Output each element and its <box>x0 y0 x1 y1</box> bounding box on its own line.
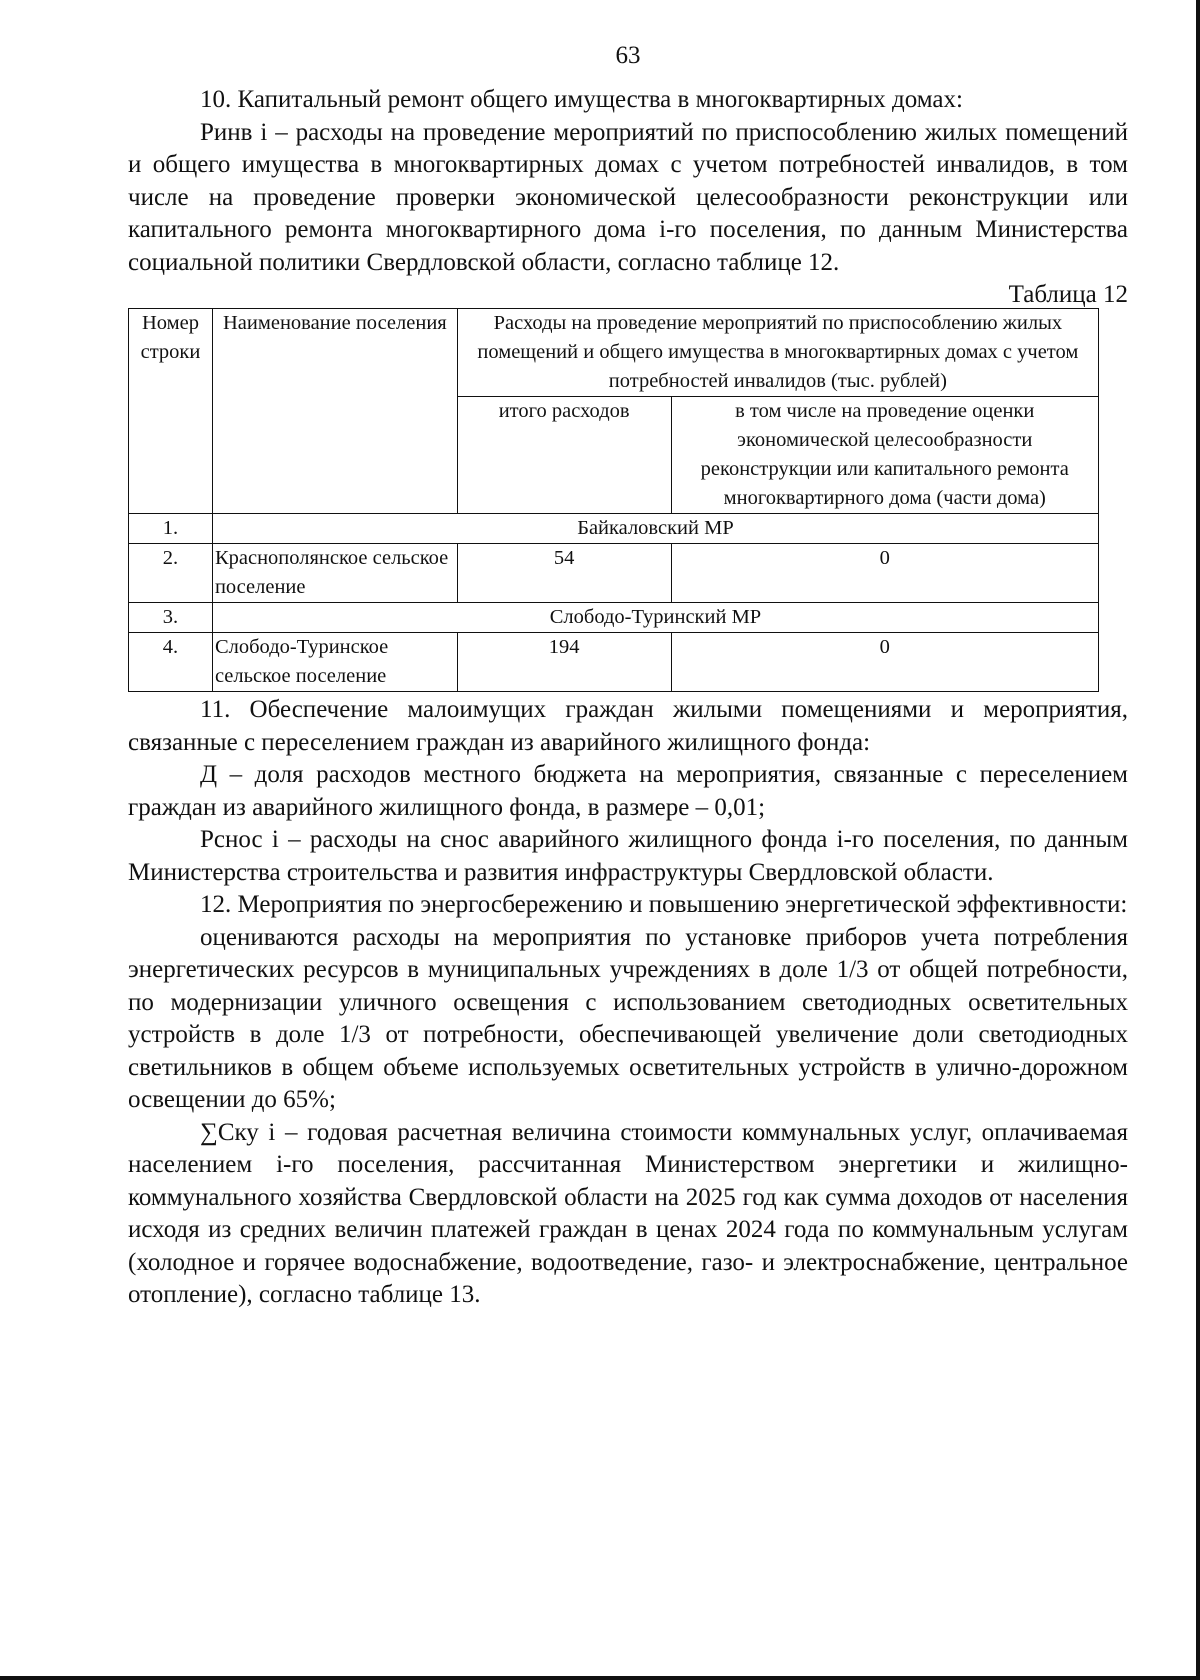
section-12-paragraph: оцениваются расходы на мероприятия по установке приборов учета потребления энергетических ресурсов в муниципальных учреждениях в доле 1/3 от общей потребности, по модернизации уличного освещения с использованием светодиодных осветительных устройств в доле 1/3 от потребности, обеспечивающей увеличение доли светодиодных светильников в общем объеме используемых осветительных устройств в улично-дорожном освещении до 65%; <box>128 923 1128 1113</box>
total-value: 54 <box>457 544 671 603</box>
header-settlement: Наименование поселения <box>212 309 457 514</box>
row-number: 3. <box>129 603 213 633</box>
table-row <box>129 514 1099 544</box>
section-10-definition: Ринв i – расходы на проведение мероприятий по приспособлению жилых помещений и общего имущества в многоквартирных домах с учетом потребностей инвалидов, в том числе на проведение проверки экономической целесообразности реконструкции или капитального ремонта многоквартирного дома i-го поселения, по данным Министерства социальной политики Свердловской области, согласно таблице 12. <box>128 118 1128 276</box>
total-value: 194 <box>457 633 671 692</box>
row-number: 2. <box>129 544 213 603</box>
table-row <box>129 633 1099 692</box>
settlement-name: Слободо-Туринское сельское поселение <box>212 633 457 692</box>
page-right-edge <box>1196 0 1200 1680</box>
section-11-heading: 11. Обеспечение малоимущих граждан жилыми помещениями и мероприятия, связанные с переселением граждан из аварийного жилищного фонда: <box>128 696 1128 756</box>
section-11-d-definition: Д – доля расходов местного бюджета на мероприятия, связанные с переселением граждан из аварийного жилищного фонда, в размере – 0,01; <box>128 761 1128 821</box>
section-11-rsnos-definition: Рснос i – расходы на снос аварийного жилищного фонда i-го поселения, по данным Министерства строительства и развития инфраструктуры Свердловской области. <box>128 826 1128 886</box>
table-12-caption: Таблица 12 <box>1008 281 1128 308</box>
table-row <box>129 603 1099 633</box>
district-name: Слободо-Туринский МР <box>212 603 1098 633</box>
including-value: 0 <box>671 544 1099 603</box>
table-header-row <box>129 309 1099 397</box>
district-name: Байкаловский МР <box>212 514 1098 544</box>
table-row <box>129 544 1099 603</box>
section-10-heading: 10. Капитальный ремонт общего имущества в многоквартирных домах: <box>200 86 963 113</box>
header-total: итого расходов <box>457 397 671 514</box>
page-bottom-edge <box>0 1676 1200 1680</box>
table-12 <box>128 308 1099 692</box>
settlement-name: Краснополянское сельское поселение <box>212 544 457 603</box>
header-including: в том числе на проведение оценки экономической целесообразности реконструкции или капитального ремонта многоквартирного дома (части дома) <box>671 397 1099 514</box>
row-number: 4. <box>129 633 213 692</box>
header-expenses-group: Расходы на проведение мероприятий по приспособлению жилых помещений и общего имущества в многоквартирных домах с учетом потребностей инвалидов (тыс. рублей) <box>457 309 1098 397</box>
section-12-sku-definition: ∑Cку i – годовая расчетная величина стоимости коммунальных услуг, оплачиваемая населением i-го поселения, рассчитанная Министерством энергетики и жилищно-коммунального хозяйства Свердловской области на 2025 год как сумма доходов от населения исходя из средних величин платежей граждан в ценах 2024 года по коммунальным услугам (холодное и горячее водоснабжение, водоотведение, газо- и электроснабжение, центральное отопление), согласно таблице 13. <box>128 1118 1128 1308</box>
row-number: 1. <box>129 514 213 544</box>
including-value: 0 <box>671 633 1099 692</box>
header-row-number: Номер строки <box>129 309 213 514</box>
section-12-heading: 12. Мероприятия по энергосбережению и повышению энергетической эффективности: <box>200 891 1128 918</box>
document-body <box>128 84 1128 1312</box>
page-number: 63 <box>615 42 641 69</box>
